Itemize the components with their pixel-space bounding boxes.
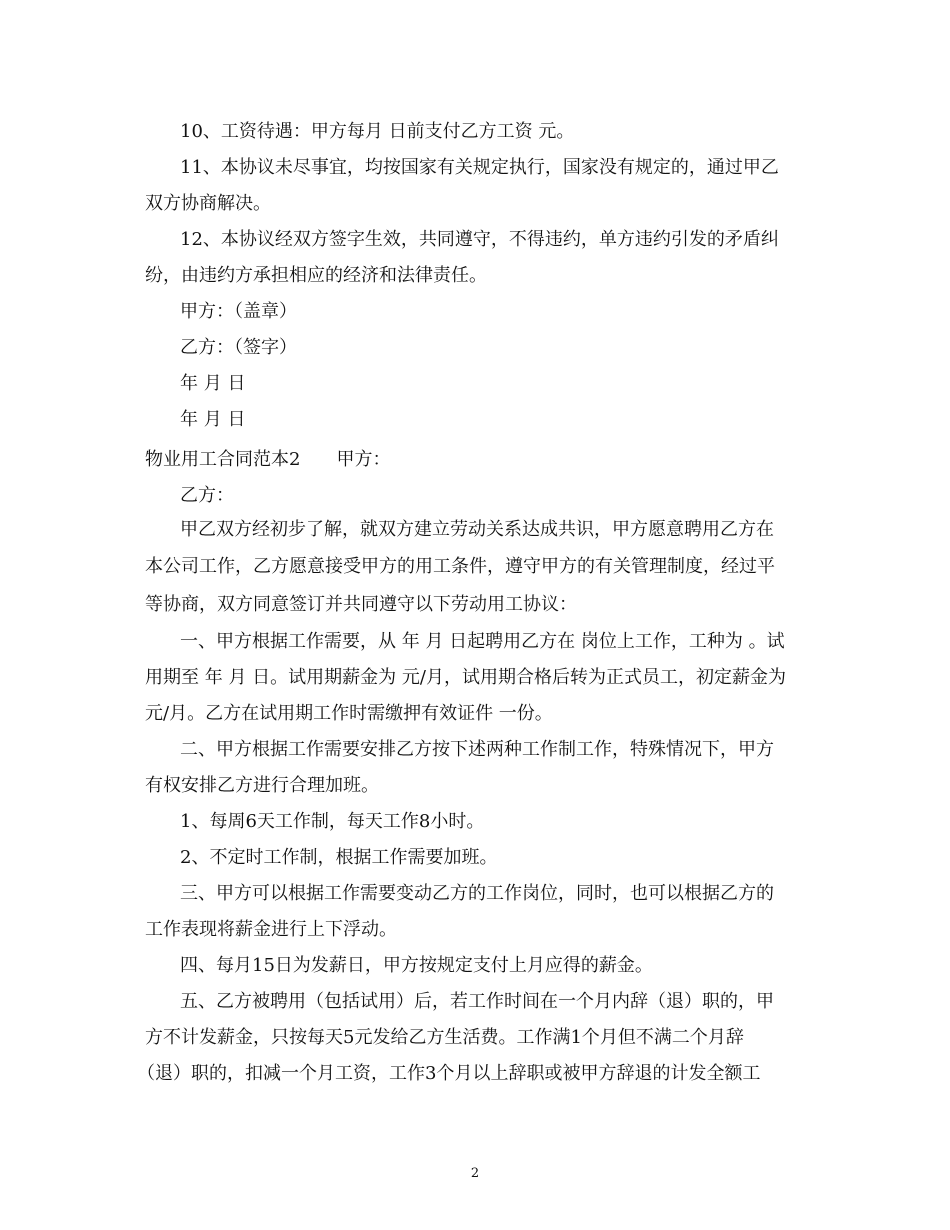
paragraph-line: 12、本协议经双方签字生效，共同遵守，不得违约，单方违约引发的矛盾纠	[180, 229, 779, 250]
paragraph-line: 甲乙双方经初步了解，就双方建立劳动关系达成共识，甲方愿意聘用乙方在	[180, 519, 774, 540]
signature-party-b: 乙方：（签字）	[180, 337, 297, 358]
date-line: 年 月 日	[180, 409, 246, 430]
date-line: 年 月 日	[180, 373, 246, 394]
paragraph-line: 11、本协议未尽事宜，均按国家有关规定执行，国家没有规定的，通过甲乙	[180, 157, 779, 178]
paragraph-line: （退）职的，扣减一个月工资，工作3个月以上辞职或被甲方辞退的计发全额工	[137, 1063, 761, 1084]
signature-party-a: 甲方：（盖章）	[180, 301, 297, 322]
page-number: 2	[470, 1166, 480, 1181]
paragraph-line: 2、不定时工作制，根据工作需要加班。	[180, 847, 498, 868]
party-b-label: 乙方：	[180, 485, 234, 506]
paragraph-line: 有权安排乙方进行合理加班。	[145, 775, 379, 796]
paragraph-line: 本公司工作，乙方愿意接受甲方的用工条件，遵守甲方的有关管理制度，经过平	[145, 556, 775, 577]
paragraph-line: 四、每月15日为发薪日，甲方按规定支付上月应得的薪金。	[180, 955, 653, 976]
paragraph-line: 用期至 年 月 日。试用期薪金为 元/月，试用期合格后转为正式员工，初定薪金为	[145, 667, 786, 688]
paragraph-line: 双方协商解决。	[145, 193, 271, 214]
paragraph-line: 纷，由违约方承担相应的经济和法律责任。	[145, 265, 487, 286]
section-title: 物业用工合同范本2 甲方：	[145, 449, 391, 470]
paragraph-line: 10、工资待遇：甲方每月 日前支付乙方工资 元。	[180, 121, 575, 142]
paragraph-line: 一、甲方根据工作需要，从 年 月 日起聘用乙方在 岗位上工作，工种为 。试	[180, 631, 785, 652]
paragraph-line: 1、每周6天工作制，每天工作8小时。	[180, 811, 485, 832]
paragraph-line: 元/月。乙方在试用期工作时需缴押有效证件 一份。	[145, 703, 553, 724]
paragraph-line: 等协商，双方同意签订并共同遵守以下劳动用工协议：	[145, 594, 577, 615]
paragraph-line: 工作表现将薪金进行上下浮动。	[145, 919, 397, 940]
paragraph-line: 二、甲方根据工作需要安排乙方按下述两种工作制工作，特殊情况下，甲方	[180, 739, 774, 760]
paragraph-line: 三、甲方可以根据工作需要变动乙方的工作岗位，同时，也可以根据乙方的	[180, 883, 774, 904]
paragraph-line: 方不计发薪金，只按每天5元发给乙方生活费。工作满1个月但不满二个月辞	[145, 1027, 744, 1048]
paragraph-line: 五、乙方被聘用（包括试用）后，若工作时间在一个月内辞（退）职的，甲	[180, 991, 774, 1012]
